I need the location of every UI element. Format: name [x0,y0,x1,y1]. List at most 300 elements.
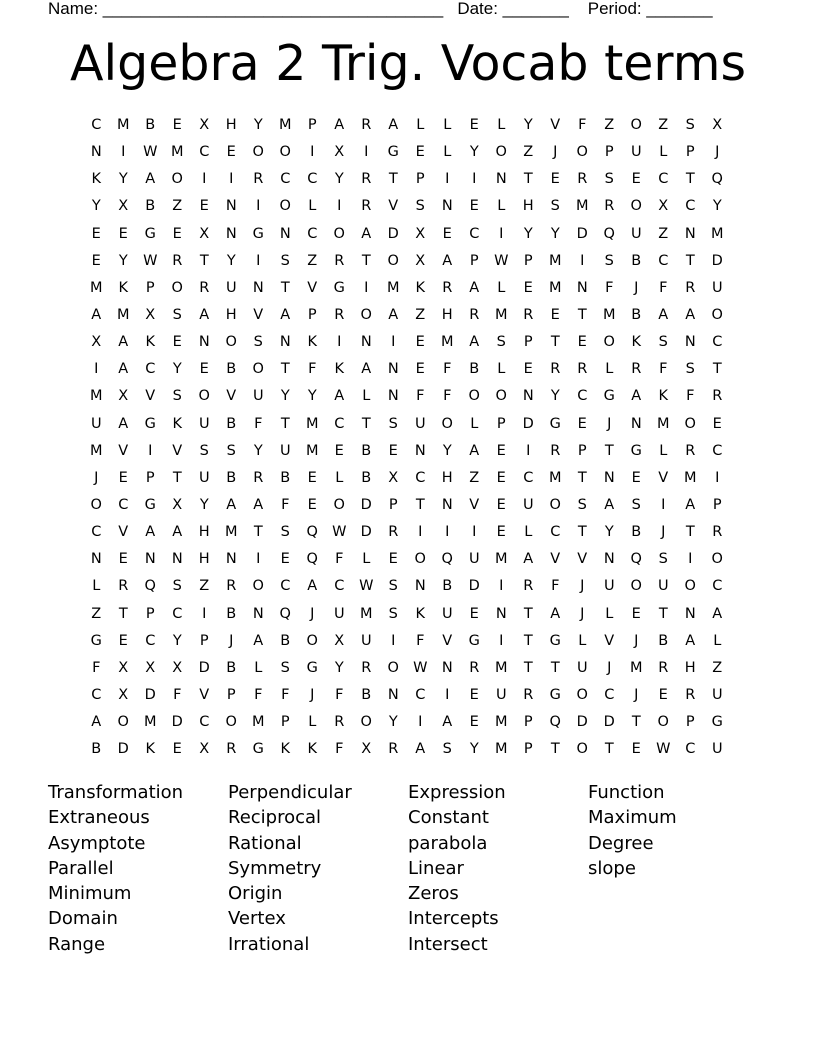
word-search-grid [83,112,731,763]
grid-letter: E [523,279,534,296]
grid-letter: E [91,252,102,269]
grid-letter: O [495,388,508,405]
word-bank-item: Function [588,782,665,803]
grid-letter: C [712,334,723,351]
grid-letter: A [118,415,129,432]
grid-letter: S [280,524,291,541]
grid-letter: R [523,306,534,323]
grid-letter: L [497,198,506,215]
grid-letter: D [603,714,616,731]
grid-letter: O [198,388,211,405]
grid-letter: D [198,659,211,676]
grid-letter: G [144,415,157,432]
grid-letter: W [143,252,158,269]
word-bank-item: Perpendicular [228,782,352,803]
grid-letter: I [229,171,234,188]
grid-letter: N [684,225,697,242]
grid-letter: M [386,279,400,296]
grid-letter: Q [306,524,319,541]
grid-letter: R [523,578,534,595]
grid-letter: T [253,524,264,541]
grid-letter: X [415,252,426,269]
grid-letter: C [199,144,210,161]
header-fields-line: Name: ____________________________________ Date: _______ Period: _______ [48,0,713,18]
grid-letter: T [685,524,696,541]
grid-letter: U [495,686,508,703]
grid-letter: O [549,496,562,513]
grid-letter: B [469,361,480,378]
grid-letter: G [711,714,724,731]
grid-letter: U [468,551,481,568]
grid-letter: Q [306,551,319,568]
grid-letter: I [148,442,153,459]
grid-letter: U [360,632,373,649]
word-bank-item: Vertex [228,908,286,930]
grid-letter: M [305,415,319,432]
grid-letter: A [685,496,696,513]
grid-letter: N [603,551,616,568]
word-bank-item: Intersect [408,933,488,955]
grid-letter: R [712,524,723,541]
grid-letter: O [441,415,454,432]
grid-letter: T [577,469,588,486]
grid-letter: J [634,632,639,649]
grid-letter: L [497,279,506,296]
grid-letter: V [469,496,480,513]
grid-letter: U [630,225,643,242]
word-bank-item: Range [48,933,106,955]
grid-letter: N [252,279,265,296]
grid-letter: E [496,524,507,541]
grid-letter: G [630,442,643,459]
grid-letter: C [280,578,291,595]
grid-letter: P [226,686,237,703]
word-bank-item: Extraneous [48,807,150,829]
grid-letter: A [172,524,183,541]
grid-letter: O [495,144,508,161]
grid-letter: S [550,198,561,215]
grid-letter: M [440,334,454,351]
grid-letter: T [604,442,615,459]
grid-letter: C [91,117,102,133]
grid-letter: C [685,198,696,215]
grid-letter: O [603,334,616,351]
grid-letter: S [685,361,696,378]
grid-letter: E [415,334,426,351]
grid-letter: A [199,306,210,323]
grid-letter: D [117,741,130,758]
grid-letter: T [523,171,534,188]
grid-letter: B [361,442,372,459]
grid-letter: C [523,469,534,486]
grid-letter: I [445,524,450,541]
grid-letter: W [494,252,509,269]
grid-letter: Y [550,225,561,242]
grid-letter: T [199,252,210,269]
grid-letter: R [361,171,372,188]
grid-letter: N [279,225,292,242]
grid-letter: I [445,171,450,188]
grid-letter: N [198,334,211,351]
grid-letter: E [577,415,588,432]
grid-letter: P [712,496,723,513]
grid-letter: I [445,686,450,703]
grid-letter: Z [199,578,210,595]
grid-letter: R [388,741,399,758]
grid-letter: R [685,442,696,459]
grid-letter: K [145,741,156,758]
grid-letter: X [172,659,183,676]
grid-letter: I [202,171,207,188]
grid-letter: M [170,144,184,161]
grid-letter: E [388,551,399,568]
grid-letter: U [252,388,265,405]
grid-letter: S [172,578,183,595]
grid-letter: M [116,306,130,323]
grid-letter: C [172,605,183,622]
grid-letter: K [631,334,642,351]
grid-letter: F [443,361,452,378]
grid-letter: T [631,714,642,731]
grid-letter: S [172,388,183,405]
grid-letter: J [661,524,666,541]
grid-letter: F [308,361,317,378]
grid-letter: D [576,714,589,731]
grid-letter: R [631,361,642,378]
grid-letter: X [145,306,156,323]
grid-letter: J [607,415,612,432]
grid-letter: S [226,442,237,459]
grid-letter: V [658,469,669,486]
grid-letter: L [308,714,317,731]
grid-letter: A [712,605,723,622]
grid-letter: Q [630,551,643,568]
grid-letter: Q [279,605,292,622]
grid-letter: E [577,334,588,351]
word-bank-item: Maximum [588,807,677,829]
grid-letter: E [118,551,129,568]
grid-letter: A [469,279,480,296]
grid-letter: O [630,117,643,133]
grid-letter: Z [91,605,102,622]
grid-letter: B [658,632,669,649]
grid-letter: P [145,279,156,296]
grid-letter: I [499,225,504,242]
grid-letter: L [497,361,506,378]
grid-letter: T [550,659,561,676]
grid-letter: W [413,659,428,676]
grid-letter: S [577,496,588,513]
grid-letter: Q [711,171,724,188]
grid-letter: G [252,741,265,758]
grid-letter: C [712,442,723,459]
grid-letter: F [605,279,614,296]
grid-letter: F [578,117,587,133]
grid-letter: O [711,551,724,568]
grid-letter: V [604,632,615,649]
grid-letter: I [661,496,666,513]
grid-letter: M [251,714,265,731]
grid-letter: W [332,524,347,541]
grid-letter: K [334,361,345,378]
grid-letter: U [711,741,724,758]
grid-letter: C [145,361,156,378]
grid-letter: N [576,279,589,296]
grid-letter: N [603,469,616,486]
grid-letter: N [441,659,454,676]
grid-letter: X [415,225,426,242]
grid-letter: Q [603,225,616,242]
grid-letter: Y [253,442,264,459]
grid-letter: O [360,306,373,323]
word-bank-item: Intercepts [408,908,499,930]
grid-letter: F [335,551,344,568]
grid-letter: N [630,415,643,432]
grid-letter: X [199,225,210,242]
grid-letter: B [226,469,237,486]
grid-letter: R [334,714,345,731]
grid-letter: E [631,741,642,758]
grid-letter: O [333,225,346,242]
grid-letter: V [172,442,183,459]
grid-letter: V [118,524,129,541]
grid-letter: A [226,496,237,513]
grid-letter: X [199,741,210,758]
grid-letter: E [307,469,318,486]
grid-letter: Y [91,198,102,215]
grid-letter: H [198,551,211,568]
grid-letter: M [710,225,724,242]
grid-letter: Z [172,198,183,215]
grid-letter: A [253,632,264,649]
grid-letter: N [225,225,238,242]
grid-letter: A [388,306,399,323]
grid-letter: B [631,524,642,541]
grid-letter: X [334,632,345,649]
grid-letter: C [307,171,318,188]
grid-letter: T [604,741,615,758]
grid-letter: F [659,361,668,378]
grid-letter: R [361,117,372,133]
grid-letter: J [310,605,315,622]
grid-letter: G [144,225,157,242]
grid-letter: A [523,551,534,568]
grid-letter: A [253,496,264,513]
grid-letter: E [415,144,426,161]
grid-letter: U [198,415,211,432]
grid-letter: E [118,225,129,242]
grid-letter: E [415,361,426,378]
word-bank-item: Asymptote [48,832,146,854]
grid-letter: F [659,279,668,296]
grid-letter: P [685,144,696,161]
grid-letter: P [145,469,156,486]
grid-letter: H [441,306,454,323]
grid-letter: G [144,496,157,513]
grid-letter: E [118,469,129,486]
grid-letter: L [524,524,533,541]
grid-letter: O [576,741,589,758]
grid-letter: C [91,524,102,541]
grid-letter: T [172,469,183,486]
grid-letter: B [145,117,156,133]
grid-letter: N [225,551,238,568]
grid-letter: R [361,659,372,676]
grid-letter: D [360,524,373,541]
grid-letter: K [91,171,102,188]
grid-letter: I [688,551,693,568]
grid-letter: H [522,198,535,215]
grid-letter: O [576,686,589,703]
grid-letter: H [198,524,211,541]
grid-letter: R [685,686,696,703]
grid-letter: V [145,388,156,405]
grid-letter: E [550,171,561,188]
grid-letter: U [711,279,724,296]
grid-letter: B [280,469,291,486]
grid-letter: L [497,117,506,133]
grid-letter: V [442,632,453,649]
grid-letter: X [118,388,129,405]
grid-letter: T [415,496,426,513]
grid-letter: P [469,252,480,269]
grid-letter: Z [712,659,723,676]
grid-letter: X [172,496,183,513]
grid-letter: E [712,415,723,432]
grid-letter: B [91,741,102,758]
grid-letter: A [388,117,399,133]
grid-letter: G [306,659,319,676]
grid-letter: R [334,306,345,323]
grid-letter: N [90,551,103,568]
grid-letter: Y [469,741,480,758]
grid-letter: R [442,279,453,296]
grid-letter: M [575,198,589,215]
grid-letter: J [715,144,720,161]
grid-letter: L [416,117,425,133]
grid-letter: E [496,469,507,486]
grid-letter: U [711,686,724,703]
grid-letter: F [254,686,263,703]
grid-letter: A [415,741,426,758]
grid-letter: Y [253,117,264,133]
grid-letter: Z [469,469,480,486]
grid-letter: U [657,578,670,595]
grid-letter: Y [199,496,210,513]
grid-letter: I [472,171,477,188]
grid-letter: B [226,415,237,432]
grid-letter: A [685,632,696,649]
word-bank-item: Origin [228,883,283,905]
grid-letter: I [364,279,369,296]
grid-letter: E [199,198,210,215]
grid-letter: F [335,741,344,758]
grid-letter: I [337,334,342,351]
word-bank-item: Expression [408,782,506,803]
grid-letter: Y [280,388,291,405]
grid-letter: V [577,551,588,568]
grid-letter: G [90,632,103,649]
grid-letter: O [225,714,238,731]
grid-letter: T [550,334,561,351]
grid-letter: V [118,442,129,459]
grid-letter: O [468,388,481,405]
grid-letter: H [225,306,238,323]
grid-letter: X [118,659,129,676]
grid-letter: C [685,741,696,758]
grid-letter: Y [307,388,318,405]
grid-letter: P [145,605,156,622]
grid-letter: M [89,442,103,459]
grid-letter: P [577,442,588,459]
grid-letter: O [252,361,265,378]
word-bank-item: Irrational [228,933,310,955]
grid-letter: B [361,686,372,703]
grid-letter: M [494,714,508,731]
grid-letter: E [550,306,561,323]
grid-letter: G [549,686,562,703]
grid-letter: O [360,714,373,731]
grid-letter: S [253,334,264,351]
grid-letter: E [388,442,399,459]
grid-letter: P [523,714,534,731]
grid-letter: J [94,469,99,486]
grid-letter: L [605,361,614,378]
grid-letter: E [91,225,102,242]
grid-letter: O [117,714,130,731]
grid-letter: I [94,361,99,378]
grid-letter: U [225,279,238,296]
page-title: Algebra 2 Trig. Vocab terms [70,35,746,92]
grid-letter: H [441,469,454,486]
grid-letter: T [658,605,669,622]
grid-letter: T [523,659,534,676]
grid-letter: I [580,252,585,269]
grid-letter: M [116,117,130,133]
grid-letter: T [280,361,291,378]
grid-letter: Y [523,117,534,133]
grid-letter: G [333,279,346,296]
grid-letter: S [604,252,615,269]
grid-letter: A [334,117,345,133]
grid-letter: I [526,442,531,459]
grid-letter: S [442,741,453,758]
grid-letter: I [256,198,261,215]
grid-letter: K [280,741,291,758]
grid-letter: F [92,659,101,676]
grid-letter: N [441,198,454,215]
grid-letter: M [143,714,157,731]
grid-letter: I [121,144,126,161]
grid-letter: M [629,659,643,676]
grid-letter: X [658,198,669,215]
grid-letter: A [307,578,318,595]
word-bank-item: Degree [588,832,654,854]
grid-letter: W [143,144,158,161]
grid-letter: B [226,659,237,676]
grid-letter: L [308,198,317,215]
grid-letter: R [118,578,129,595]
grid-letter: O [387,659,400,676]
grid-letter: A [469,442,480,459]
grid-letter: U [414,415,427,432]
grid-letter: C [280,171,291,188]
grid-letter: T [577,306,588,323]
grid-letter: K [307,334,318,351]
grid-letter: O [630,198,643,215]
grid-letter: A [145,524,156,541]
grid-letter: O [684,578,697,595]
